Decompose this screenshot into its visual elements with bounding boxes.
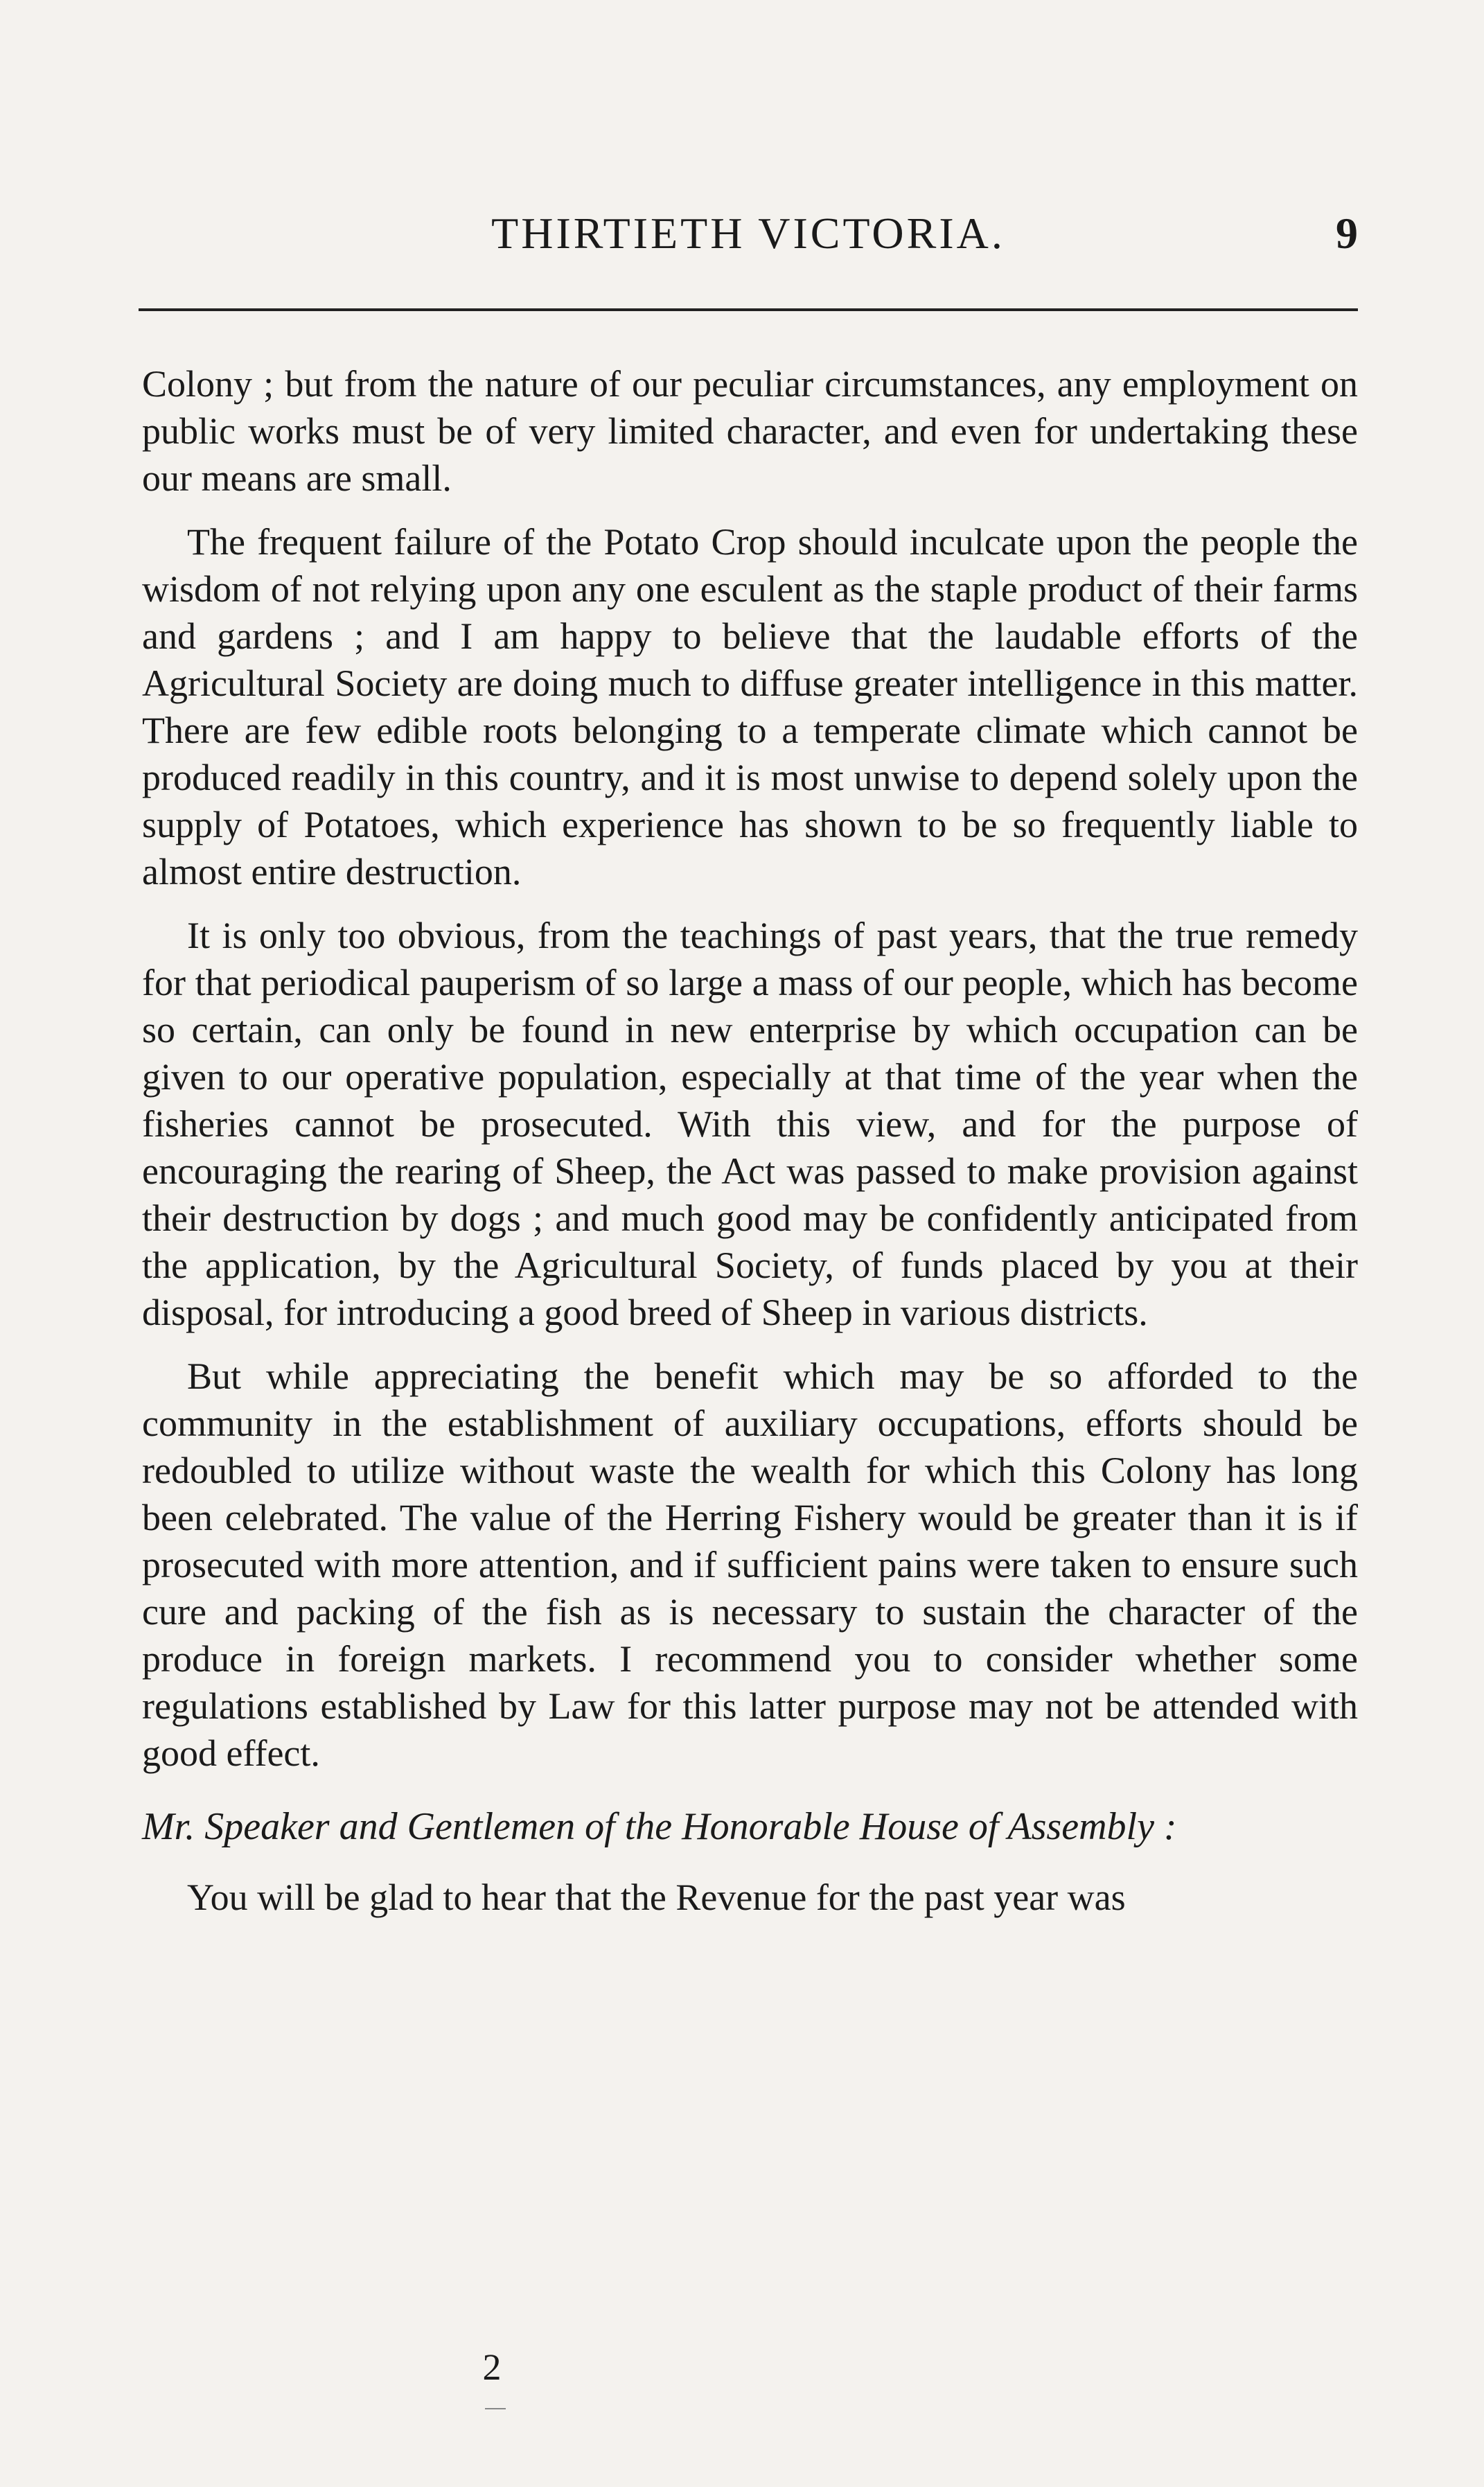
paragraph: The frequent failure of the Potato Crop should inculcate upon the people the wisdom of not relying upon any one esculent as the staple product of their farms and gardens ; and I am happy to believe that the laudable efforts of the Agricultural Society are doing much to diffuse greater intelligence in this matter. There are few edible roots belonging to a temperate climate which cannot be produced readily in this country, and it is most unwise to depend solely upon the supply of Potatoes, which experience has shown to be so frequently liable to almost entire destruction. [142,521,1358,893]
address-heading: Mr. Speaker and Gentlemen of the Honorable House of Assembly : [142,1805,1177,1848]
paragraph: Colony ; but from the nature of our peculiar circumstances, any employment on public works must be of very limited character, and even for undertaking these our means are small. [142,363,1358,499]
paragraph: But while appreciating the benefit which may be so afforded to the community in the establishment of auxiliary occupations, efforts should be redoubled to utilize without waste the wealth for which this Colony has long been celebrated. The value of the Herring Fishery would be greater than it is if prosecuted with more attention, and if sufficient pains were taken to ensure such cure and packing of the fish as is necessary to sustain the character of the produce in foreign markets. I recommend you to consider whether some regulations established by Law for this latter purpose may not be attended with good effect. [142,1355,1358,1774]
page-header [139,208,1358,263]
body-text [142,360,1358,1937]
closing-paragraph: You will be glad to hear that the Revenue for the past year was [187,1877,1126,1918]
header-rule [139,308,1358,311]
paragraph: It is only too obvious, from the teachings of past years, that the true remedy for that periodical pauperism of so large a mass of our people, which has become so certain, can only be found in new enterprise by which occupation can be given to our operative population, especially at that time of the year when the fisheries cannot be prosecuted. With this view, and for the purpose of encouraging the rearing of Sheep, the Act was passed to make provision against their destruction by dogs ; and much good may be confidently anticipated from the application, by the Agricultural Society, of funds placed by you at their disposal, for introducing a good breed of Sheep in various districts. [142,915,1358,1333]
page-number: 9 [1336,209,1358,258]
signature-mark: 2 [482,2346,502,2388]
running-title: THIRTIETH VICTORIA. [491,209,1005,258]
footer-dash [485,2408,506,2409]
